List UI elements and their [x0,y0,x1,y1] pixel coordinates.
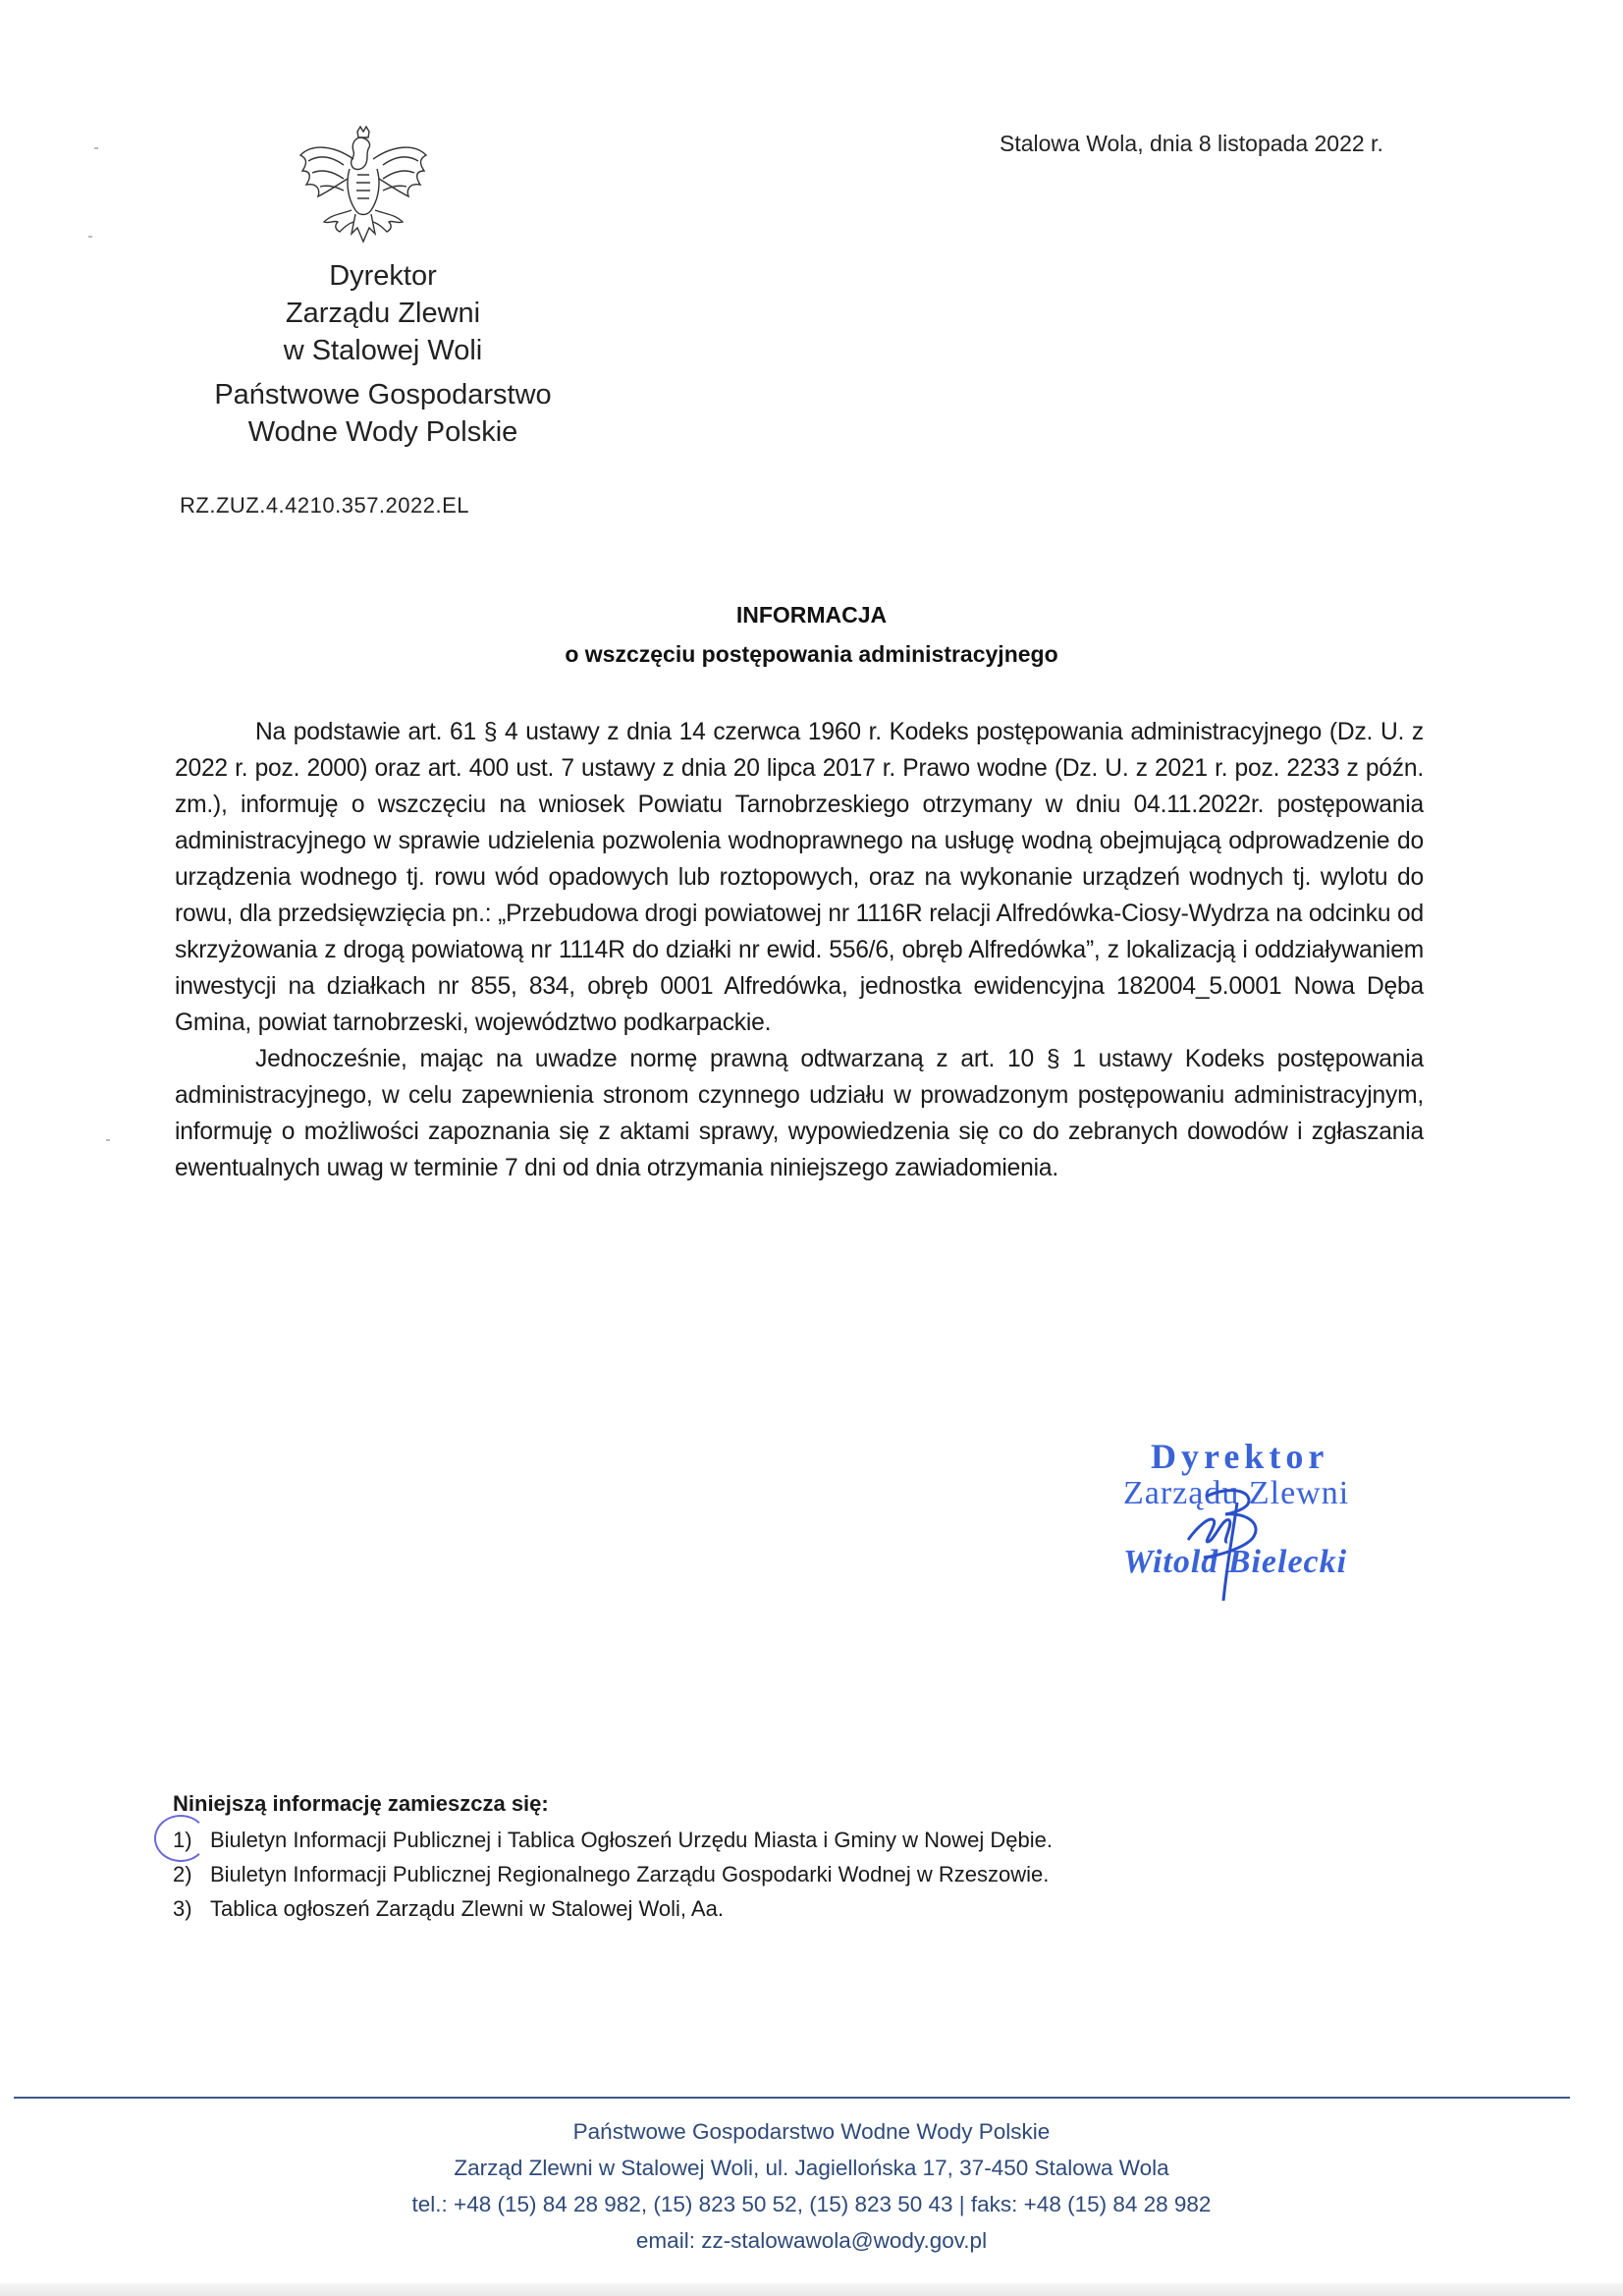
scan-edge [0,2283,1623,2296]
item-number: 1) [173,1828,192,1852]
item-number: 2) [173,1862,192,1886]
organization-line: Wodne Wody Polskie [247,416,518,448]
organization-line: Państwowe Gospodarstwo [214,379,552,410]
document-subtitle: o wszczęciu postępowania administracyjnego [565,641,1058,667]
item-text: Biuletyn Informacji Publicznej Regionalnego Zarządu Gospodarki Wodnej w Rzeszowie. [210,1862,1050,1886]
case-reference: RZ.ZUZ.4.4210.357.2022.EL [180,493,469,518]
scan-speck [106,1139,110,1141]
distribution-item [173,1891,1053,1926]
footer-organization: Państwowe Gospodarstwo Wodne Wody Polskie [572,2119,1051,2144]
footer-email: email: zz-stalowawola@wody.gov.pl [635,2228,988,2253]
document-body [175,714,1424,1186]
handwritten-signature [1168,1475,1296,1613]
place-and-date: Stalowa Wola, dnia 8 listopada 2022 r. [1000,131,1383,156]
stamp-title: Dyrektor [1151,1437,1329,1476]
organization-name [147,376,619,451]
distribution-item [173,1857,1053,1891]
authority-line: w Stalowej Woli [283,335,483,366]
letterhead-footer [0,2113,1623,2259]
distribution-heading: Niniejszą informację zamieszcza się: [173,1791,549,1816]
signature-stamp [1109,1436,1404,1603]
stamp-office: Zarządu Zlewni [1123,1475,1350,1511]
footer-divider [14,2097,1570,2099]
footer-phone-fax: tel.: +48 (15) 84 28 982, (15) 823 50 52, (15) 823 50 43 | faks: +48 (15) 84 28 982 [411,2192,1212,2216]
stamp-signatory: Witold Bielecki [1123,1544,1348,1580]
scan-speck [88,236,92,238]
distribution-item [173,1823,1053,1857]
distribution-list [173,1791,1053,1926]
issuing-authority [147,257,619,369]
polish-eagle-emblem [295,126,432,251]
scan-speck [94,147,98,149]
authority-line: Zarządu Zlewni [285,298,481,329]
item-text: Biuletyn Informacji Publicznej i Tablica Ogłoszeń Urzędu Miasta i Gminy w Nowej Dębie. [210,1828,1053,1852]
body-paragraph: Jednocześnie, mając na uwadze normę prawną odtwarzaną z art. 10 § 1 ustawy Kodeks postępowania administracyjnego, w celu zapewnienia stronom czynnego udziału w prowadzonym postępowaniu administracyjnym, informuję o możliwości zapoznania się z aktami sprawy, wypowiedzenia się co do zebranych dowodów i zgłaszania ewentualnych uwag w terminie 7 dni od dnia otrzymania niniejszego zawiadomienia. [175,1046,1424,1181]
item-text: Tablica ogłoszeń Zarządu Zlewni w Stalowej Woli, Aa. [210,1896,724,1921]
document-title: INFORMACJA [735,602,888,628]
footer-address: Zarząd Zlewni w Stalowej Woli, ul. Jagiellońska 17, 37-450 Stalowa Wola [454,2156,1169,2180]
item-number: 3) [173,1896,192,1921]
authority-line: Dyrektor [329,260,437,292]
body-paragraph: Na podstawie art. 61 § 4 ustawy z dnia 14 czerwca 1960 r. Kodeks postępowania administracyjnego (Dz. U. z 2022 r. poz. 2000) oraz art. 400 ust. 7 ustawy z dnia 20 lipca 2017 r. Prawo wodne (Dz. U. z 2021 r. poz. 2233 z późn. zm.), informuję o wszczęciu na wniosek Powiatu Tarnobrzeskiego otrzymany w dniu 04.11.2022r. postępowania administracyjnego w sprawie udzielenia pozwolenia wodnoprawnego na usługę wodną obejmującą odprowadzenie do urządzenia wodnego tj. rowu wód opadowych lub roztopowych, oraz na wykonanie urządzeń wodnych tj. wylotu do rowu, dla przedsięwzięcia pn.: „Przebudowa drogi powiatowej nr 1116R relacji Alfredówka-Ciosy-Wydrza na odcinku od skrzyżowania z drogą powiatową nr 1114R do działki nr ewid. 556/6, obręb Alfredówka”, z lokalizacją i oddziaływaniem inwestycji na działkach nr 855, 834, obręb 0001 Alfredówka, jednostka ewidencyjna 182004_5.0001 Nowa Dęba Gmina, powiat tarnobrzeski, województwo podkarpackie. [175,719,1424,1036]
